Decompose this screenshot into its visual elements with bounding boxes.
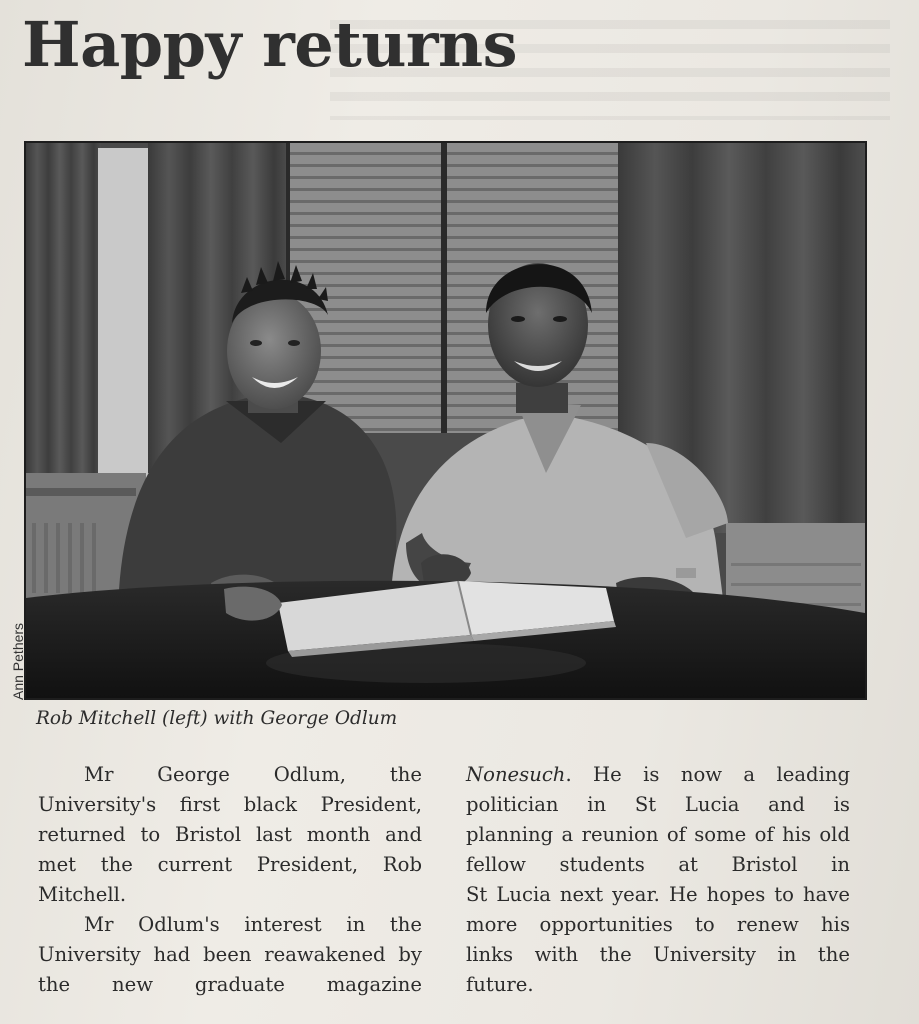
body-line: future. — [466, 973, 534, 996]
body-line: Mr Odlum's interest in the — [84, 913, 422, 936]
magazine-title: Nonesuch — [466, 763, 566, 786]
body-line: Mitchell. — [38, 883, 127, 906]
body-line: returned to Bristol last month and — [38, 823, 422, 846]
headline: Happy returns — [22, 8, 518, 81]
photo-caption: Rob Mitchell (left) with George Odlum — [36, 708, 398, 729]
article-column-left — [38, 760, 422, 1000]
body-line — [466, 760, 850, 790]
photo-illustration — [26, 143, 865, 698]
article-photo — [24, 141, 867, 700]
body-line: Mr George Odlum, the — [84, 763, 422, 786]
body-line: University had been reawakened by — [38, 943, 422, 966]
body-text: . He is now a leading — [565, 763, 850, 786]
body-line: fellow students at Bristol in — [466, 853, 850, 876]
article-column-right — [466, 760, 850, 1000]
body-line: planning a reunion of some of his old — [466, 823, 850, 846]
body-line: met the current President, Rob — [38, 853, 422, 876]
body-line: the new graduate magazine — [38, 973, 422, 996]
body-line: more opportunities to renew his — [466, 913, 850, 936]
photo-credit: Ann Pethers — [10, 622, 26, 700]
body-line: St Lucia next year. He hopes to have — [466, 883, 850, 906]
body-line: University's first black President, — [38, 793, 422, 816]
body-line: links with the University in the — [466, 943, 850, 966]
body-line: politician in St Lucia and is — [466, 793, 850, 816]
